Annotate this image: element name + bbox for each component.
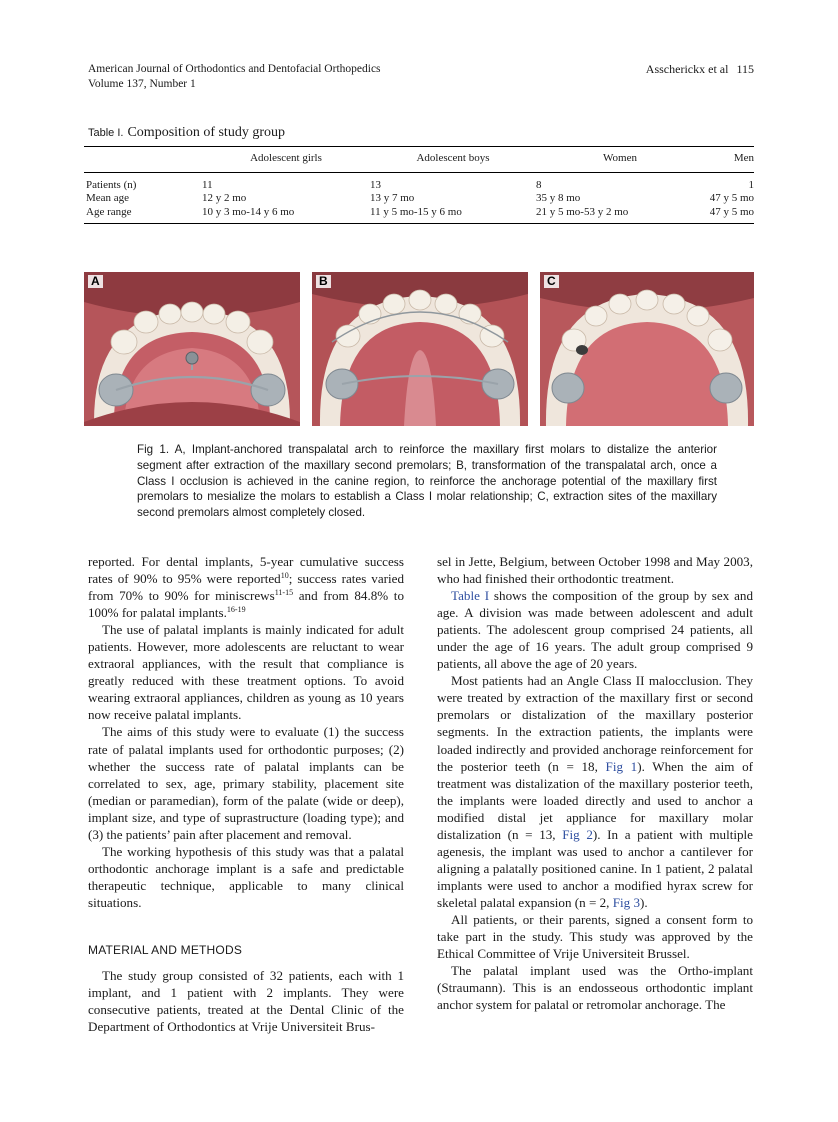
body-column-right: [437, 553, 753, 1013]
journal-volume: Volume 137, Number 1: [88, 77, 196, 90]
body-paragraph: The palatal implant used was the Ortho-implant (Straumann). This is an endosseous orthodontic implant anchor system for palatal or retromolar anchorage. The: [437, 963, 753, 1013]
table-cell: 8: [536, 178, 542, 191]
table-caption: [88, 125, 285, 141]
body-paragraph: All patients, or their parents, signed a consent form to take part in the study. This study was approved by the Ethical Committee of Vrije Universiteit Brussel.: [437, 911, 753, 962]
table-header-cell: [84, 147, 202, 173]
table-cell: 35 y 8 mo: [536, 192, 581, 204]
table-cell: 47 y 5 mo: [704, 206, 754, 224]
table-cell: 1: [748, 178, 754, 191]
row-label: Patients (n): [86, 178, 137, 191]
citation-ref[interactable]: 11-15: [274, 588, 294, 598]
body-paragraph: The aims of this study were to evaluate (1) the success rate of palatal implants used for orthodontic purposes; (2) whether the success rate of palatal implants can be correlated to sex, age, primary stability, placement site (median or paramedian), form of the palate (wide or deep), implant size, and type of suprastructure (loading type); and (3) the patients’ pain after placement and removal.: [88, 724, 404, 842]
table-cell: 21 y 5 mo-53 y 2 mo: [536, 206, 704, 224]
row-label: Mean age: [86, 192, 130, 204]
text-run: reported. For dental implants, 5-year cumulative success rates of 90% to 95% were reported: [88, 554, 404, 587]
body-paragraph: [437, 587, 753, 672]
body-paragraph: [437, 672, 753, 911]
authors: Asscherickx et al: [645, 62, 729, 76]
author-page: [646, 62, 754, 77]
body-column-left: [88, 553, 404, 1035]
dental-photo-b: [312, 272, 528, 426]
body-paragraph: The working hypothesis of this study was that a palatal orthodontic anchorage implant is a safe and predictable therapeutic technique, applicable to many clinical situations.: [88, 843, 404, 910]
table-header-row: [84, 147, 754, 173]
table-row: [84, 172, 754, 192]
table-link[interactable]: Table I: [451, 588, 490, 604]
text-run: ). When the aim of treatment was distalization of the maxillary posterior teeth, the implants were loaded directly and used to anchor a modified distal jet appliance for maxillary molar distalization (n = 13,: [437, 758, 753, 842]
text-run: and from 84.8% to 100% for palatal implants.: [88, 588, 404, 621]
table-header-cell: Women: [536, 147, 704, 173]
panel-label-a: A: [88, 275, 103, 288]
panel-label-b: B: [316, 275, 331, 288]
body-paragraph: The study group consisted of 32 patients, each with 1 implant, and 1 patient with 2 implants. They were consecutive patients, treated at the Dental Clinic of the Department of Orthodontics at Vrije Universiteit Brus-: [88, 968, 404, 1035]
table-header-cell: Adolescent boys: [370, 147, 536, 173]
table-cell: 12 y 2 mo: [202, 192, 247, 204]
row-label: Age range: [84, 206, 202, 224]
table-cell: 47 y 5 mo: [709, 192, 754, 204]
table-cell: 11 y 5 mo-15 y 6 mo: [370, 206, 536, 224]
table-title: Composition of study group: [127, 125, 285, 140]
figure-panel-c: [540, 272, 754, 426]
body-paragraph: The use of palatal implants is mainly indicated for adult patients. However, more adolescents are reluctant to wear extraoral appliances, with the result that compliance is greatly reduced with these treatment options. To avoid wearing extraoral appliances, children as young as 10 years now receive palatal implants.: [88, 622, 404, 723]
journal-title: American Journal of Orthodontics and Dentofacial Orthopedics: [88, 63, 381, 75]
table-row: [84, 192, 754, 206]
table-label: Table I.: [88, 127, 124, 139]
dental-photo-a: [84, 272, 300, 426]
study-group-table: [84, 146, 754, 224]
citation-ref[interactable]: 16-19: [226, 605, 246, 615]
figure-link[interactable]: Fig 1: [605, 758, 638, 774]
table-header-cell: Adolescent girls: [202, 147, 370, 173]
dental-photo-c: [540, 272, 754, 426]
journal-info: [88, 62, 381, 91]
page-number: 115: [736, 62, 754, 76]
text-run: ).: [640, 894, 648, 910]
text-run: ; success rates varied from 70% to 90% for miniscrews: [88, 571, 404, 604]
text-run: shows the composition of the group by sex and age. A division was made between adolescent and adult patients. The adolescent group comprised 24 patients, all under the age of 16 years. The adult group comprised 9 patients, all above the age of 20 years.: [437, 588, 753, 672]
text-run: ). In a patient with multiple agenesis, the implant was used to anchor a cantilever for aligning a palatally positioned canine. In 1 patient, 2 palatal implants were used to anchor a modified hyrax screw for skeletal palatal expansion (n = 2,: [437, 826, 753, 910]
table-row: [84, 206, 754, 224]
table-cell: 13 y 7 mo: [370, 192, 415, 204]
panel-label-c: C: [544, 275, 559, 288]
table-cell: 10 y 3 mo-14 y 6 mo: [202, 206, 370, 224]
figure-caption: Fig 1. A, Implant-anchored transpalatal arch to reinforce the maxillary first molars to distalize the anterior segment after extraction of the maxillary second premolars; B, transformation of the transpalatal arch, once a Class I occlusion is achieved in the canine region, to reinforce the anchorage potential of the maxillary first premolars to mesialize the molars to establish a Class I molar relationship; C, extraction sites of the maxillary second premolars almost completely closed.: [137, 443, 717, 520]
body-paragraph: sel in Jette, Belgium, between October 1998 and May 2003, who had finished their orthodontic treatment.: [437, 554, 753, 587]
table-cell: 11: [202, 178, 213, 191]
figure-link[interactable]: Fig 3: [612, 894, 641, 910]
body-paragraph: [88, 553, 404, 621]
text-run: Most patients had an Angle Class II malocclusion. They were treated by extraction of the maxillary first or second premolars or distalization of the maxillary posterior segments. In the extraction patients, the implants were loaded indirectly and provided anchorage reinforcement for the posterior teeth (n = 18,: [437, 673, 753, 774]
figure-panel-a: [84, 272, 300, 426]
section-heading: MATERIAL AND METHODS: [88, 942, 243, 957]
citation-ref[interactable]: 10: [280, 571, 289, 581]
figure-link[interactable]: Fig 2: [562, 826, 593, 842]
figure-panel-b: [312, 272, 528, 426]
table-cell: 13: [370, 178, 381, 191]
table-header-cell: Men: [704, 147, 754, 173]
